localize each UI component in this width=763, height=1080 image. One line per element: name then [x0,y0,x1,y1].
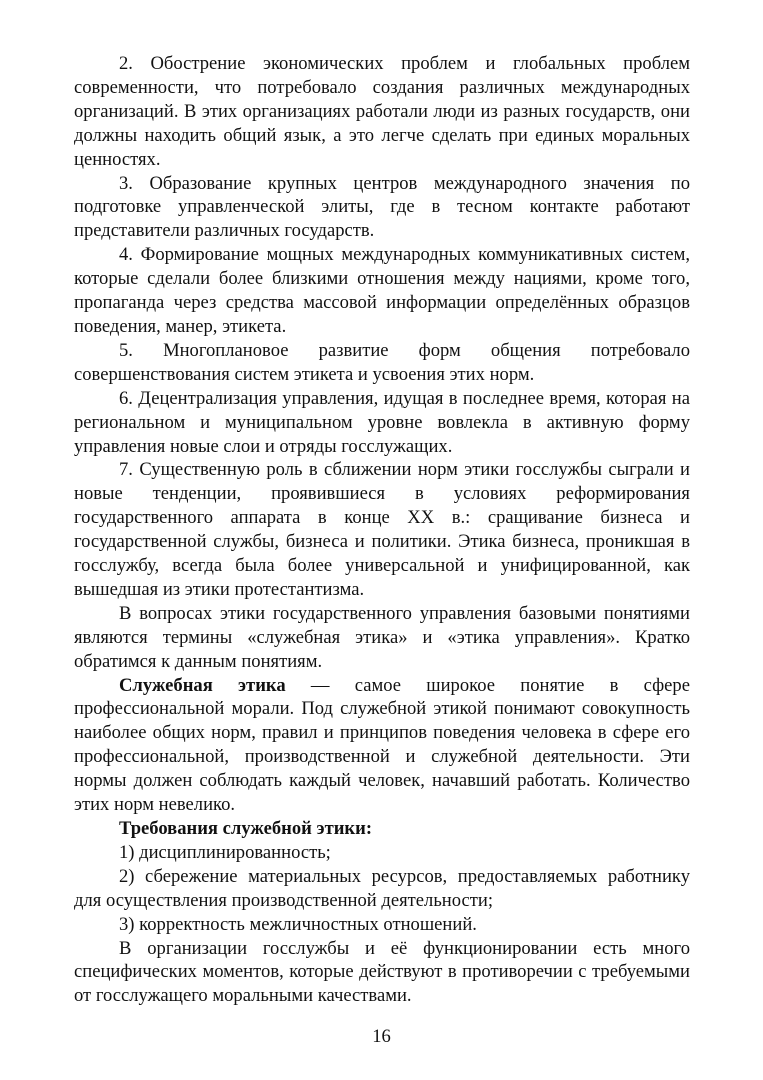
paragraph-item-2: 2. Обострение экономических проблем и глобальных проблем современности, что потребовало создания различных международных организаций. В этих организациях работали люди из разных государств, они должны находить общий язык, а это легче сделать при единых моральных ценностях. [74,53,690,170]
paragraph-item-5: 5. Многоплановое развитие форм общения потребовало совершенствования систем этикета и усвоения этих норм. [74,339,690,385]
requirement-item-2: 2) сбережение материальных ресурсов, предоставляемых работнику для осуществления производственной деятельности; [74,865,690,911]
requirement-item-1: 1) дисциплинированность; [119,841,331,863]
page-number: 16 [372,1026,391,1047]
paragraph-item-3: 3. Образование крупных центров международного значения по подготовке управленческой элиты, где в тесном контакте работают представители различных государств. [74,172,690,242]
paragraph-closing: В организации госслужбы и её функционировании есть много специфических моментов, которые действуют в противоречии с требуемыми от госслужащего моральными качествами. [74,937,690,1007]
requirement-item-3: 3) корректность межличностных отношений. [119,913,477,935]
paragraph-basic-concepts: В вопросах этики государственного управления базовыми понятиями являются термины «служебная этика» и «этика управления». Кратко обратимся к данным понятиям. [74,602,690,672]
paragraph-item-7: 7. Существенную роль в сближении норм этики госслужбы сыграли и новые тенденции, проявившиеся в условиях реформирования государственного аппарата в конце XX в.: сращивание бизнеса и государственной службы, бизнеса и политики. Этика бизнеса, проникшая в госслужбу, всегда была более универсальной и унифицированной, как вышедшая из этики протестантизма. [74,459,690,600]
definition-service-ethics: — самое широкое понятие в сфере профессиональной морали. Под служебной этикой понимают совокупность наиболее общих норм, правил и принципов поведения человека в сфере его профессиональной, производственной и служебной деятельности. Эти нормы должен соблюдать каждый человек, начавший работать. Количество этих норм невелико. [74,674,690,816]
paragraph-item-6: 6. Децентрализация управления, идущая в последнее время, которая на региональном и муниципальном уровне вовлекла в активную форму управления новые слои и отряды госслужащих. [74,387,690,457]
term-service-ethics: Служебная этика [119,674,286,696]
body-text [74,52,690,1008]
paragraph-item-4: 4. Формирование мощных международных коммуникативных систем, которые сделали более близкими отношения между нациями, кроме того, пропаганда через средства массовой информации определённых образцов поведения, манер, этикета. [74,244,690,337]
paragraph-service-ethics [74,674,690,817]
requirements-heading: Требования служебной этики: [119,818,373,839]
